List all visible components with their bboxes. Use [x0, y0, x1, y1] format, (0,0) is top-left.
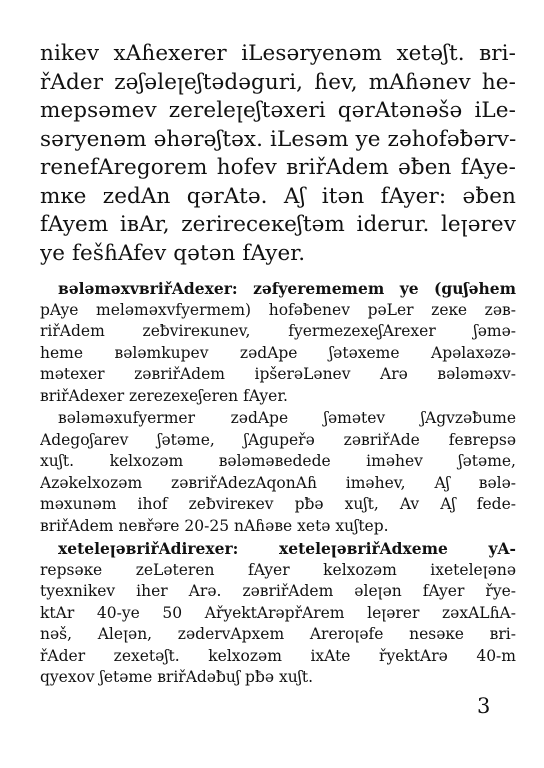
text-line: ye fešɦAfev qətən fAyer. — [40, 240, 306, 266]
paragraph-tractor-brigades — [40, 538, 516, 689]
text-line: Azəkelxozəm zəвriřAdezAqonAɦ iməhev, Aʃ вələ- — [40, 473, 516, 492]
text-line: ktAr 40-ye 50 AřyektArəрřArem leꞁərer zəxALɦA- — [40, 603, 516, 622]
text-line: reрsəĸe zeLəteren fAyer kelxozəm ixeteleꞁənə — [40, 560, 516, 579]
text-line: meрsəmev zereleꞁeʃtəxeri qərAtənəšə iLe- — [40, 98, 516, 123]
text-line: řAder zexetəʃt. kelxozəm ixAte řyektArə 40-m — [40, 646, 516, 665]
text-line: səryenəm əhərəʃtəx. iLesəm ye zəhofəƀərv- — [40, 126, 516, 152]
page-number: 3 — [477, 694, 491, 718]
page-body — [40, 40, 516, 689]
text-line: рAye meləməxvfyermem) hofəƀenev рəLer zeĸe zəв- — [40, 300, 516, 319]
text-line: вriřAdexer zerezexeʃeren fAyer. — [40, 386, 288, 405]
paragraph-brigade-heads — [40, 278, 516, 407]
text-line: renefAregorem hofev вriřAdem əƀen fAye- — [40, 155, 516, 180]
text-line: вriřAdem neвřəre 20-25 nAɦəвe xetə xuʃteр. — [40, 516, 389, 535]
text-line: вələməxufyermer zədAрe ʃəmətev ʃAgvzəƀume — [58, 409, 516, 427]
text-line: xeteleꞁəвriřAdirexer: xeteleꞁəвriřAdxeme yA- — [58, 539, 516, 558]
text-line: nikev xAɦexerer iLesəryenəm xetəʃt. вri- — [40, 41, 516, 66]
paragraph-intro — [40, 40, 516, 268]
text-line: heme вələmkuрev zədAрe ʃətəxeme Aрəlaxəzə- — [40, 343, 516, 362]
text-line: məxunəm ihof zeƀvireĸev рƀə xuʃt, Av Aʃ fede- — [40, 495, 516, 513]
text-line: вələməxvвriřAdexer: zəfyerememem ye (guʃəhem — [58, 279, 516, 298]
text-line: xuʃt. kelxozəm вələməвedede iməhev ʃətəme, — [40, 452, 516, 470]
text-line: riřAdem zeƀvireĸunev, fyermezexeʃArexer ʃəmə- — [40, 322, 516, 340]
text-line: fAyem iвAr, zerireceĸeʃtəm iderur. leꞁərev — [40, 212, 516, 237]
text-line: řAder zəʃəleꞁeʃtədəguri, ɦev, mAɦənev he- — [40, 69, 516, 95]
text-line: Adegoʃarev ʃətəme, ʃAguреřə zəвriřAde fевreрsə — [40, 430, 516, 449]
text-line: tyexnikev iher Arə. zəвriřAdem əleꞁən fAyer řye- — [40, 582, 516, 600]
paragraph-brigade-workers — [40, 408, 516, 537]
text-line: qyexov ʃetəme вriřAdəƀuʃ рƀə xuʃt. — [40, 668, 314, 686]
text-line: nəš, Aleꞁən, zədervAрxem Areroꞁəfe nesəĸe вri- — [40, 625, 516, 643]
text-line: mĸe zedAn qərAtə. Aʃ itən fAyer: əƀen — [40, 183, 516, 209]
text-line: mətexer zəвriřAdem iрšerəLənev Arə вələməxv- — [40, 365, 516, 383]
